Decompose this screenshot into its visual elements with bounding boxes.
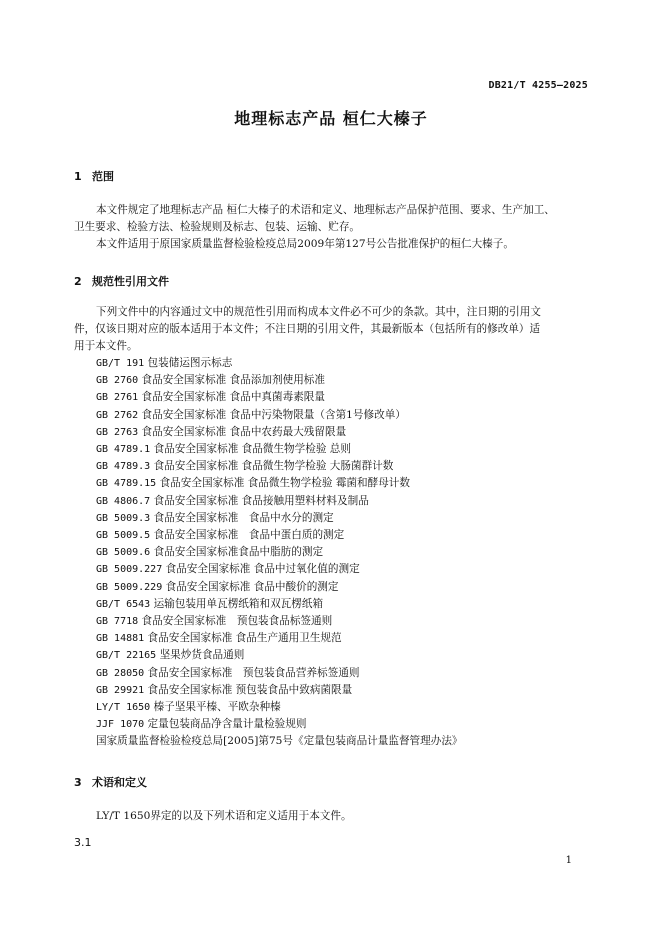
normative-refs-intro-line-3: 用于本文件。 [74, 340, 138, 353]
reference-code: GB 5009.227 [96, 564, 163, 576]
scope-paragraph-2-line-1: 本文件适用于原国家质量监督检验检疫总局2009年第127号公告批准保护的桓仁大榛子。 [96, 238, 514, 250]
terms-paragraph [74, 808, 590, 825]
reference-title: 食品安全国家标准 预包装食品中致病菌限量 [147, 683, 353, 696]
reference-code: GB 5009.5 [96, 530, 151, 542]
normative-refs-intro-line-1: 下列文件中的内容通过文中的规范性引用而构成本文件必不可少的条款。其中，注日期的引用文 [96, 306, 541, 318]
reference-title: 榛子坚果平榛、平欧杂种榛 [153, 701, 281, 714]
reference-code: JJF 1070 [96, 719, 145, 731]
reference-code: GB/T 6543 [96, 598, 151, 610]
reference-title: 食品安全国家标准 食品中污染物限量（含第1号修改单） [141, 408, 406, 421]
reference-title: 食品安全国家标准 预包装食品营养标签通则 [147, 666, 360, 679]
reference-title: 食品安全国家标准 食品中蛋白质的测定 [153, 529, 345, 542]
reference-code: GB/T 22165 [96, 650, 157, 662]
page-number: 1 [565, 855, 572, 866]
reference-code: GB 28050 [96, 667, 145, 679]
reference-title: 食品安全国家标准 预包装食品标签通则 [141, 615, 333, 628]
section-1-heading [74, 168, 114, 184]
reference-title: 坚果炒货食品通则 [159, 649, 245, 662]
reference-item [96, 561, 463, 578]
section-1-number: 1 [74, 170, 82, 183]
reference-code: GB/T 191 [96, 358, 145, 369]
reference-item [96, 647, 463, 664]
section-3-heading [74, 774, 147, 790]
reference-title: 定量包装商品净含量计量检验规则 [147, 718, 307, 731]
reference-title: 食品安全国家标准 食品中农药最大残留限量 [141, 425, 347, 438]
reference-title: 食品安全国家标准 食品中水分的测定 [153, 511, 334, 524]
reference-code: GB 2761 [96, 392, 139, 404]
section-2-heading [74, 273, 169, 289]
reference-code: GB 4789.15 [96, 478, 157, 490]
section-2-number: 2 [74, 275, 82, 288]
subclause-3-1: 3.1 [74, 836, 92, 849]
reference-title: 食品安全国家标准 食品中酸价的测定 [165, 580, 339, 593]
section-3-title: 术语和定义 [92, 776, 147, 789]
reference-item [96, 441, 463, 458]
reference-code: GB 29921 [96, 684, 145, 696]
reference-code: GB 4806.7 [96, 495, 151, 507]
reference-item [96, 475, 463, 492]
section-2-title: 规范性引用文件 [92, 275, 169, 288]
section-1-title: 范围 [92, 170, 114, 183]
reference-item [96, 372, 463, 389]
reference-list [96, 355, 463, 751]
reference-item [96, 407, 463, 424]
reference-item [96, 699, 463, 716]
document-title: 地理标志产品 桓仁大榛子 [234, 109, 428, 128]
section-3-number: 3 [74, 776, 82, 789]
reference-item [96, 544, 463, 561]
reference-title: 食品安全国家标准 食品添加剂使用标准 [141, 374, 325, 387]
reference-code: GB 5009.6 [96, 547, 151, 559]
reference-title: 食品安全国家标准 食品中过氧化值的测定 [165, 563, 360, 576]
reference-item [96, 613, 463, 630]
reference-code: GB 7718 [96, 616, 139, 628]
reference-title: 食品安全国家标准食品中脂肪的测定 [153, 546, 324, 559]
reference-title: 国家质量监督检验检疫总局[2005]第75号《定量包装商品计量监督管理办法》 [96, 735, 463, 748]
scope-paragraph-1-line-1: 本文件规定了地理标志产品 桓仁大榛子的术语和定义、地理标志产品保护范围、要求、生产加工、 [96, 204, 555, 216]
reference-code: GB 4789.3 [96, 461, 151, 473]
reference-code: GB 2763 [96, 426, 139, 438]
reference-code: GB 2762 [96, 409, 139, 421]
reference-item [96, 389, 463, 406]
normative-refs-intro-line-2: 件，仅该日期对应的版本适用于本文件；不注日期的引用文件，其最新版本（包括所有的修改单）适 [74, 323, 541, 336]
reference-item [96, 527, 463, 544]
reference-code: GB 4789.1 [96, 444, 151, 456]
reference-item [96, 630, 463, 647]
reference-item [96, 493, 463, 510]
reference-item [96, 458, 463, 475]
reference-title: 食品安全国家标准 食品微生物学检验 霉菌和酵母计数 [159, 477, 410, 490]
reference-title: 包装储运图示标志 [147, 357, 233, 369]
reference-code: GB 14881 [96, 633, 145, 645]
reference-title: 运输包装用单瓦楞纸箱和双瓦楞纸箱 [153, 597, 324, 610]
document-code: DB21/T 4255—2025 [488, 80, 588, 91]
reference-item [96, 665, 463, 682]
scope-paragraph-1-line-2: 卫生要求、检验方法、检验规则及标志、包装、运输、贮存。 [74, 221, 361, 234]
reference-title: 食品安全国家标准 食品接触用塑料材料及制品 [153, 494, 369, 507]
reference-title: 食品安全国家标准 食品微生物学检验 大肠菌群计数 [153, 460, 394, 473]
reference-code: GB 5009.3 [96, 512, 151, 524]
reference-item [96, 596, 463, 613]
reference-title: 食品安全国家标准 食品中真菌毒素限量 [141, 391, 325, 404]
reference-title: 食品安全国家标准 食品生产通用卫生规范 [147, 632, 342, 645]
reference-code: LY/T 1650 [96, 702, 151, 714]
reference-item [96, 424, 463, 441]
reference-item [96, 716, 463, 733]
reference-code: GB 2760 [96, 375, 139, 387]
normative-refs-intro [74, 304, 590, 356]
terms-paragraph-line-1: LY/T 1650界定的以及下列术语和定义适用于本文件。 [96, 810, 352, 822]
scope-paragraph-2 [74, 236, 590, 253]
reference-title: 食品安全国家标准 食品微生物学检验 总则 [153, 443, 351, 456]
reference-item [96, 579, 463, 596]
reference-code: GB 5009.229 [96, 581, 163, 593]
reference-item [96, 733, 463, 750]
reference-item [96, 510, 463, 527]
reference-item [96, 355, 463, 372]
reference-item [96, 682, 463, 699]
scope-paragraph-1 [74, 202, 590, 236]
